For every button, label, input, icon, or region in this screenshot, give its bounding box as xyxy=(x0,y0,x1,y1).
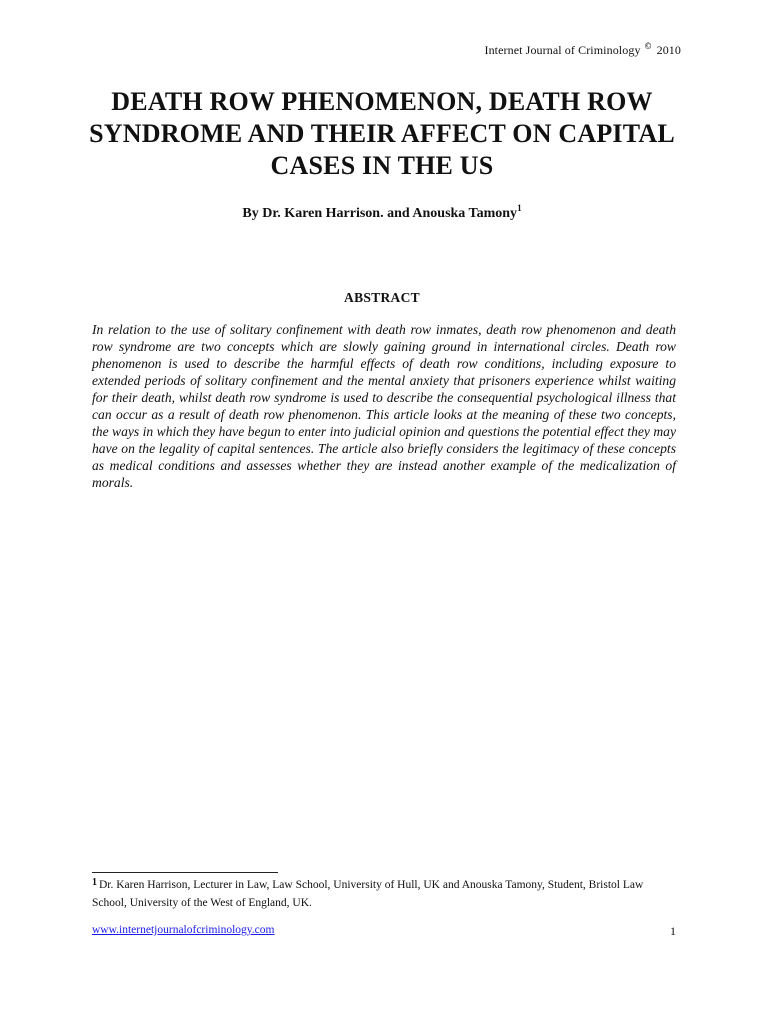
journal-year: 2010 xyxy=(656,43,681,57)
journal-name: Internet Journal of Criminology xyxy=(484,43,641,57)
journal-website-link[interactable]: www.internetjournalofcriminology.com xyxy=(92,924,275,936)
footnote-text: Dr. Karen Harrison, Lecturer in Law, Law School, University of Hull, UK and Anouska Tamony, Student, Bristol Law School, University of the West of England, UK. xyxy=(92,879,644,909)
abstract-body: In relation to the use of solitary confinement with death row inmates, death row phenomenon and death row syndrome are two concepts which are slowly gaining ground in international circles. Death row phenomenon is used to describe the harmful effects of death row conditions, including exposure to extended periods of solitary confinement and the mental anxiety that prisoners experience whilst waiting for their death, whilst death row syndrome is used to describe the consequential psychological illness that can occur as a result of death row phenomenon. This article looks at the meaning of these two concepts, the ways in which they have begun to enter into judicial opinion and questions the potential effect they may have on the legality of capital sentences. The article also briefly considers the legitimacy of these concepts as medical conditions and assesses whether they are instead another example of the medicalization of morals. xyxy=(92,322,676,490)
footnote-mark: 1 xyxy=(92,877,97,888)
author-byline xyxy=(80,203,684,222)
footnote-divider xyxy=(92,872,278,873)
copyright-icon: © xyxy=(644,41,652,51)
abstract-heading: ABSTRACT xyxy=(344,290,420,305)
byline-footnote-mark[interactable]: 1 xyxy=(517,203,522,213)
author-names: By Dr. Karen Harrison. and Anouska Tamony xyxy=(242,206,518,221)
paper-title: DEATH ROW PHENOMENON, DEATH ROW SYNDROME AND THEIR AFFECT ON CAPITAL CASES IN THE US xyxy=(89,87,675,180)
page-number: 1 xyxy=(670,924,676,938)
running-header xyxy=(484,41,681,58)
footnote xyxy=(92,876,652,912)
